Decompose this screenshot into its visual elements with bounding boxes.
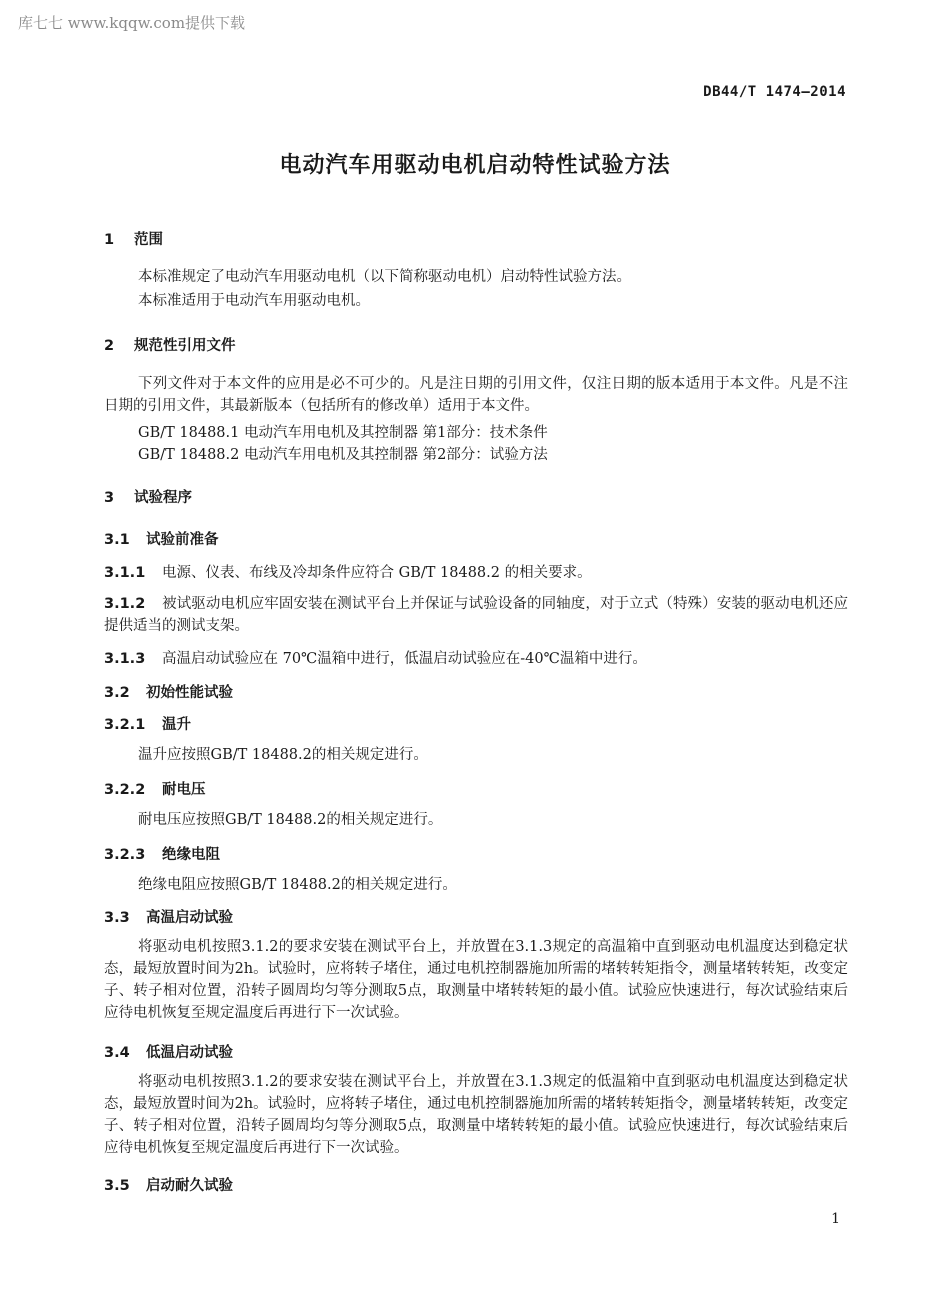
clause-3-1-1 [104,562,592,584]
clause-text: 电源、仪表、布线及冷却条件应符合 GB/T 18488.2 的相关要求。 [162,565,592,581]
section-3-2-heading [104,681,233,702]
section-3-heading [104,486,192,507]
section-3-5-heading [104,1174,233,1195]
clause-text: 高温启动试验应在 70℃温箱中进行，低温启动试验应在-40℃温箱中进行。 [162,651,647,667]
section-title: 低温启动试验 [146,1045,233,1061]
clause-3-2-1-text: 温升应按照GB/T 18488.2的相关规定进行。 [138,747,428,763]
clause-number: 3.1.2 [104,596,146,612]
section-number: 3.2.3 [104,847,146,863]
section-number: 3.1 [104,532,130,548]
section-number: 3.2 [104,685,130,701]
section-title: 耐电压 [162,782,206,798]
reference-item: GB/T 18488.2 电动汽车用电机及其控制器 第2部分：试验方法 [138,447,548,463]
section-title: 范围 [134,232,163,248]
section-title: 试验前准备 [146,532,219,548]
clause-3-1-2 [104,593,848,637]
section-number: 2 [104,338,115,354]
section-title: 初始性能试验 [146,685,233,701]
section-number: 3.5 [104,1178,130,1194]
section-title: 规范性引用文件 [134,338,236,354]
section-2-paragraph: 下列文件对于本文件的应用是必不可少的。凡是注日期的引用文件，仅注日期的版本适用于本文件。凡是不注日期的引用文件，其最新版本（包括所有的修改单）适用于本文件。 [104,376,848,414]
section-3-1-heading [104,528,219,549]
clause-number: 3.1.1 [104,565,146,581]
watermark: 库七七 www.kqqw.com提供下载 [18,14,246,32]
section-title: 绝缘电阻 [162,847,220,863]
section-3-2-3-heading [104,843,220,864]
standard-number: DB44/T 1474—2014 [703,84,846,100]
section-number: 3.2.1 [104,717,146,733]
section-3-4-heading [104,1041,233,1062]
section-1-paragraph-1: 本标准规定了电动汽车用驱动电机（以下简称驱动电机）启动特性试验方法。 [138,269,631,285]
clause-3-2-3-text: 绝缘电阻应按照GB/T 18488.2的相关规定进行。 [138,877,457,893]
section-1-heading [104,228,163,249]
section-number: 3.4 [104,1045,130,1061]
page-number: 1 [831,1211,840,1227]
section-3-2-2-heading [104,778,206,799]
clause-text: 被试驱动电机应牢固安装在测试平台上并保证与试验设备的同轴度，对于立式（特殊）安装的驱动电机还应提供适当的测试支架。 [104,596,848,634]
section-2-heading [104,334,236,355]
section-3-3-heading [104,906,233,927]
section-number: 3.3 [104,910,130,926]
reference-item: GB/T 18488.1 电动汽车用电机及其控制器 第1部分：技术条件 [138,425,548,441]
section-title: 试验程序 [134,490,192,506]
section-number: 1 [104,232,115,248]
section-number: 3.2.2 [104,782,146,798]
section-1-paragraph-2: 本标准适用于电动汽车用驱动电机。 [138,293,370,309]
section-3-4-paragraph: 将驱动电机按照3.1.2的要求安装在测试平台上，并放置在3.1.3规定的低温箱中直到驱动电机温度达到稳定状态，最短放置时间为2h。试验时，应将转子堵住，通过电机控制器施加所需的堵转转矩指令，测量堵转转矩，改变定子、转子相对位置，沿转子圆周均匀等分测取5点，取测量中堵转转矩的最小值。试验应快速进行，每次试验结束后应待电机恢复至规定温度后再进行下一次试验。 [104,1074,848,1156]
page-title: 电动汽车用驱动电机启动特性试验方法 [279,153,671,178]
section-3-3-paragraph: 将驱动电机按照3.1.2的要求安装在测试平台上，并放置在3.1.3规定的高温箱中直到驱动电机温度达到稳定状态，最短放置时间为2h。试验时，应将转子堵住，通过电机控制器施加所需的堵转转矩指令，测量堵转转矩，改变定子、转子相对位置，沿转子圆周均匀等分测取5点，取测量中堵转转矩的最小值。试验应快速进行，每次试验结束后应待电机恢复至规定温度后再进行下一次试验。 [104,939,848,1021]
clause-3-2-2-text: 耐电压应按照GB/T 18488.2的相关规定进行。 [138,812,443,828]
section-title: 启动耐久试验 [146,1178,233,1194]
clause-number: 3.1.3 [104,651,146,667]
section-title: 高温启动试验 [146,910,233,926]
clause-3-1-3 [104,648,647,670]
section-title: 温升 [162,717,191,733]
section-3-2-1-heading [104,713,191,734]
section-number: 3 [104,490,115,506]
